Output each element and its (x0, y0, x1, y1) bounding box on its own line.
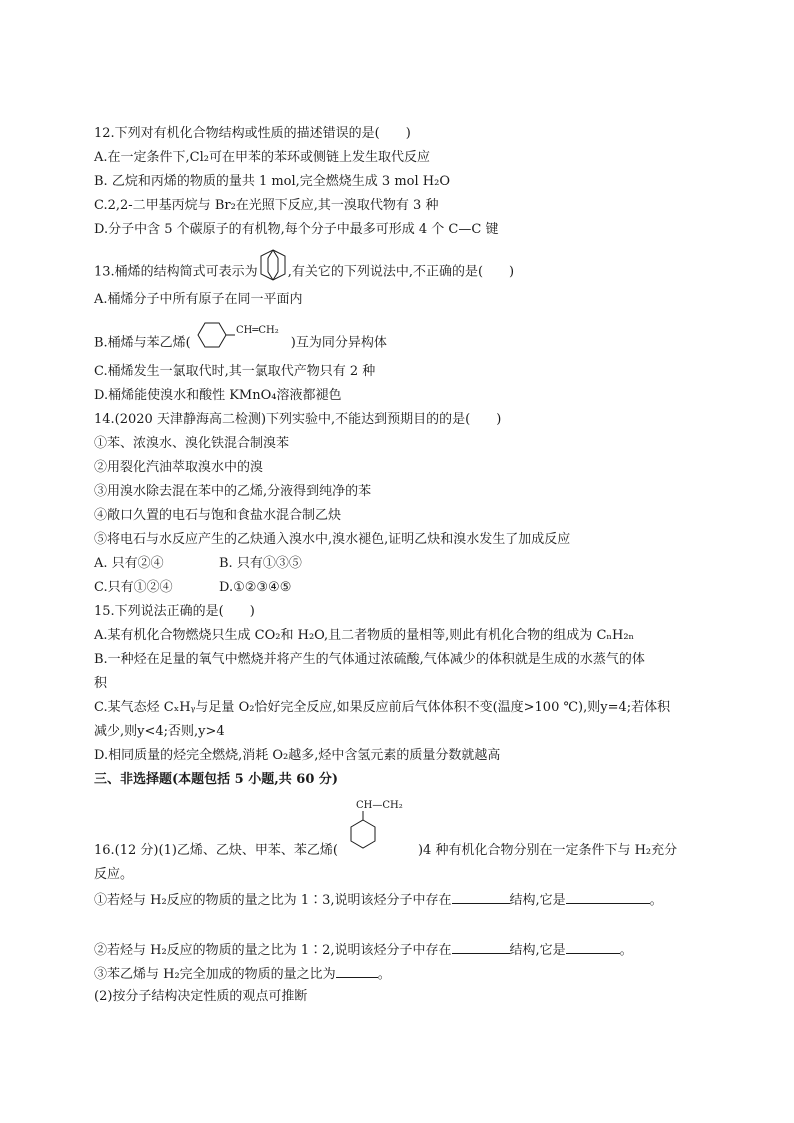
q12-stem: 12.下列对有机化合物结构或性质的描述错误的是( ) (94, 126, 411, 141)
q14-option-c: C.只有①②④ (94, 580, 173, 595)
q16-blank-2[interactable] (566, 891, 650, 904)
q14-item-2: ②用裂化汽油萃取溴水中的溴 (94, 460, 264, 475)
q13-option-b-part2: )互为同分异构体 (290, 335, 387, 351)
q16-part2 (94, 941, 633, 959)
q15-option-b-line1: B.一种烃在足量的氧气中燃烧并将产生的气体通过浓硫酸,气体减少的体积就是生成的水蒸气的体 (94, 652, 645, 667)
q12-option-b: B. 乙烷和丙烯的物质的量共 1 mol,完全燃烧生成 3 mol H₂O (94, 174, 450, 189)
q16-blank-1[interactable] (452, 891, 510, 904)
q14-option-a: A. 只有②④ (94, 556, 164, 571)
q12-option-c: C.2,2-二甲基丙烷与 Br₂在光照下反应,其一溴取代物有 3 种 (94, 198, 439, 213)
q13-option-d: D.桶烯能使溴水和酸性 KMnO₄溶液都褪色 (94, 388, 342, 403)
q16-part1-text: ①若烃与 H₂反应的物质的量之比为 1∶3,说明该烃分子中存在 (94, 893, 452, 908)
q16-part1 (94, 891, 663, 909)
q16-styrene-label: CH—CH₂ (356, 800, 403, 811)
q13-stem-part2: ,有关它的下列说法中,不正确的是( ) (287, 264, 515, 280)
q16-blank-5[interactable] (336, 965, 378, 978)
styrene-label: CH═CH₂ (235, 325, 279, 336)
q16-part3-text: ③苯乙烯与 H₂完全加成的物质的量之比为 (94, 967, 336, 982)
q13-stem-part1: 13.桶烯的结构简式可表示为 (94, 264, 258, 280)
q15-option-c-line1: C.某气态烃 CₓHᵧ与足量 O₂恰好完全反应,如果反应前后气体体积不变(温度>100 ℃),则y=4;若体积 (94, 700, 671, 715)
q14-stem: 14.(2020 天津静海高二检测)下列实验中,不能达到预期目的的是( ) (94, 412, 502, 427)
q15-option-d: D.相同质量的烃完全燃烧,消耗 O₂越多,烃中含氢元素的质量分数就越高 (94, 748, 501, 763)
q13-stem (94, 262, 514, 282)
styrene-structure-icon (191, 319, 291, 351)
q16-part2-mid: 结构,它是 (509, 943, 566, 958)
q16-part2-end: 。 (619, 943, 633, 958)
q16-part3-end: 。 (377, 967, 391, 982)
section-3-heading: 三、非选择题(本题包括 5 小题,共 60 分) (94, 772, 339, 787)
q14-item-5: ⑤将电石与水反应产生的乙炔通入溴水中,溴水褪色,证明乙炔和溴水发生了加成反应 (94, 532, 571, 547)
q15-option-b-line2: 积 (94, 676, 108, 691)
q14-item-1: ①苯、浓溴水、溴化铁混合制溴苯 (94, 436, 290, 451)
q13-option-a: A.桶烯分子中所有原子在同一平面内 (94, 292, 303, 307)
q16-stem-part2: )4 种有机化合物分别在一定条件下与 H₂充分 (417, 843, 678, 858)
barrelene-structure-icon (258, 248, 288, 282)
q16-stem-part1: 16.(12 分)(1)乙烯、乙炔、甲苯、苯乙烯( (94, 843, 338, 858)
q16-blank-4[interactable] (566, 941, 620, 954)
q14-item-4: ④敞口久置的电石与饱和食盐水混合制乙炔 (94, 508, 342, 523)
q14-option-d: D.①②③④⑤ (219, 580, 292, 595)
q13-option-c: C.桶烯发生一氯取代时,其一氯取代产物只有 2 种 (94, 364, 376, 379)
q15-stem: 15.下列说法正确的是( ) (94, 604, 255, 619)
q13-option-b-part1: B.桶烯与苯乙烯( (94, 335, 191, 351)
q16-part2-text: ②若烃与 H₂反应的物质的量之比为 1∶2,说明该烃分子中存在 (94, 943, 452, 958)
q15-option-c-line2: 减少,则y<4;否则,y>4 (94, 724, 225, 739)
q16-stem-line2: 反应。 (94, 867, 134, 882)
q15-option-a: A.某有机化合物燃烧只生成 CO₂和 H₂O,且二者物质的量相等,则此有机化合物的组成为 CₙH₂ₙ (94, 628, 635, 643)
q16-blank-3[interactable] (452, 941, 510, 954)
q14-item-3: ③用溴水除去混在苯中的乙烯,分液得到纯净的苯 (94, 484, 372, 499)
q16-part1-end: 。 (649, 893, 663, 908)
q16-part4: (2)按分子结构决定性质的观点可推断 (94, 989, 308, 1004)
q16-stem-line1 (94, 843, 677, 859)
q12-option-a: A.在一定条件下,Cl₂可在甲苯的苯环或侧链上发生取代反应 (94, 150, 430, 165)
q16-part3 (94, 965, 391, 983)
q12-option-d: D.分子中含 5 个碳原子的有机物,每个分子中最多可形成 4 个 C—C 键 (94, 222, 499, 237)
q16-part1-mid: 结构,它是 (509, 893, 566, 908)
q13-option-b (94, 325, 387, 352)
q14-option-b: B. 只有①③⑤ (219, 556, 302, 571)
